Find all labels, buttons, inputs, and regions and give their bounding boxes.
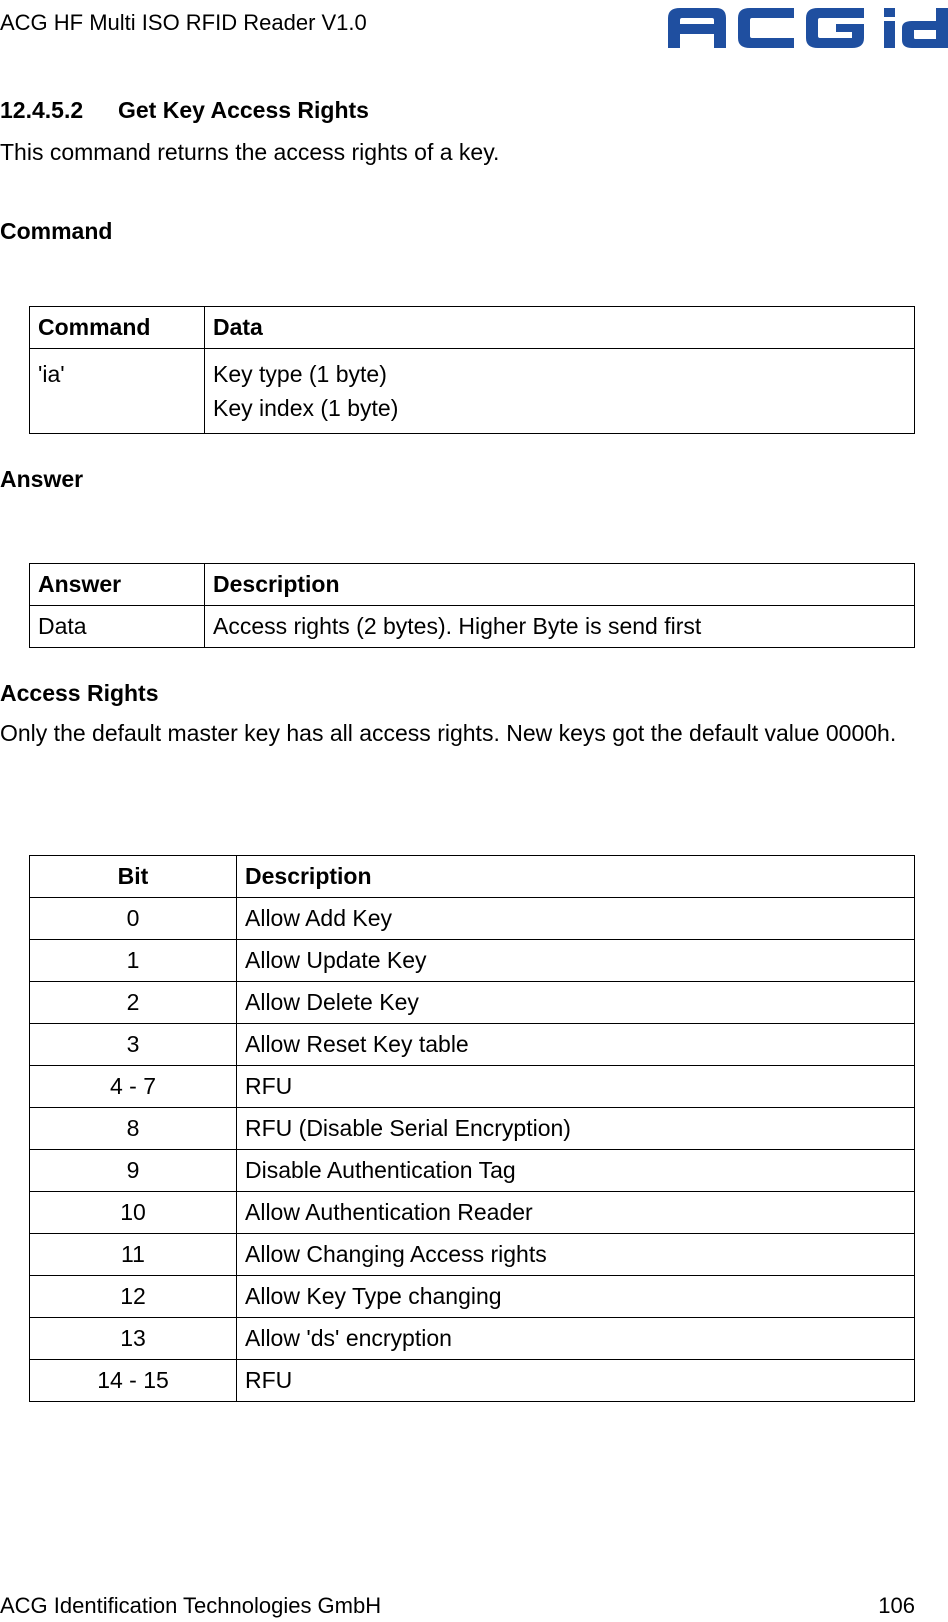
bit-description-cell: Allow Reset Key table <box>237 1024 915 1066</box>
answer-heading: Answer <box>0 466 84 492</box>
answer-cell: Data <box>30 606 205 648</box>
table-row <box>30 349 915 434</box>
answer-table-header-row <box>30 564 915 606</box>
command-code-cell: 'ia' <box>30 349 205 434</box>
bit-cell: 10 <box>30 1192 237 1234</box>
table-row <box>30 1024 915 1066</box>
access-rights-table-header-bit: Bit <box>30 856 237 898</box>
command-heading: Command <box>0 218 113 244</box>
bit-cell: 12 <box>30 1276 237 1318</box>
access-rights-table-header-row <box>30 856 915 898</box>
table-row <box>30 982 915 1024</box>
answer-table <box>29 563 915 648</box>
bit-description-cell: RFU <box>237 1360 915 1402</box>
bit-description-cell: RFU (Disable Serial Encryption) <box>237 1108 915 1150</box>
access-rights-table <box>29 855 915 1402</box>
section-heading <box>0 97 369 124</box>
bit-description-cell: Allow Add Key <box>237 898 915 940</box>
command-table <box>29 306 915 434</box>
answer-table-header-answer: Answer <box>30 564 205 606</box>
bit-description-cell: RFU <box>237 1066 915 1108</box>
table-row <box>30 1150 915 1192</box>
bit-cell: 9 <box>30 1150 237 1192</box>
command-table-header-data: Data <box>205 307 915 349</box>
bit-description-cell: Allow Key Type changing <box>237 1276 915 1318</box>
bit-description-cell: Allow Changing Access rights <box>237 1234 915 1276</box>
document-header-title: ACG HF Multi ISO RFID Reader V1.0 <box>0 10 367 35</box>
bit-cell: 11 <box>30 1234 237 1276</box>
table-row <box>30 1066 915 1108</box>
bit-cell: 8 <box>30 1108 237 1150</box>
section-intro: This command returns the access rights of a key. <box>0 139 500 165</box>
bit-cell: 14 - 15 <box>30 1360 237 1402</box>
access-rights-text: Only the default master key has all access rights. New keys got the default value 0000h. <box>0 720 897 746</box>
table-row <box>30 1108 915 1150</box>
command-data-line: Key type (1 byte) <box>213 361 387 387</box>
command-table-header-row <box>30 307 915 349</box>
bit-description-cell: Allow 'ds' encryption <box>237 1318 915 1360</box>
table-row <box>30 1234 915 1276</box>
section-title: Get Key Access Rights <box>118 97 369 123</box>
table-row <box>30 606 915 648</box>
bit-cell: 4 - 7 <box>30 1066 237 1108</box>
acg-id-logo-graphic <box>668 4 948 52</box>
footer-page-number: 106 <box>878 1593 915 1618</box>
bit-cell: 0 <box>30 898 237 940</box>
bit-description-cell: Disable Authentication Tag <box>237 1150 915 1192</box>
answer-table-header-description: Description <box>205 564 915 606</box>
table-row <box>30 1360 915 1402</box>
bit-cell: 3 <box>30 1024 237 1066</box>
bit-description-cell: Allow Update Key <box>237 940 915 982</box>
table-row <box>30 1318 915 1360</box>
table-row <box>30 898 915 940</box>
command-data-line: Key index (1 byte) <box>213 395 399 421</box>
bit-description-cell: Allow Delete Key <box>237 982 915 1024</box>
acg-id-logo <box>668 4 948 52</box>
bit-description-cell: Allow Authentication Reader <box>237 1192 915 1234</box>
footer-company: ACG Identification Technologies GmbH <box>0 1593 382 1618</box>
access-rights-table-header-description: Description <box>237 856 915 898</box>
bit-cell: 1 <box>30 940 237 982</box>
command-table-header-command: Command <box>30 307 205 349</box>
command-data-cell <box>205 349 915 434</box>
table-row <box>30 1276 915 1318</box>
access-rights-heading: Access Rights <box>0 680 159 706</box>
bit-cell: 2 <box>30 982 237 1024</box>
table-row <box>30 1192 915 1234</box>
bit-cell: 13 <box>30 1318 237 1360</box>
section-number: 12.4.5.2 <box>0 97 84 123</box>
answer-description-cell: Access rights (2 bytes). Higher Byte is send first <box>205 606 915 648</box>
table-row <box>30 940 915 982</box>
